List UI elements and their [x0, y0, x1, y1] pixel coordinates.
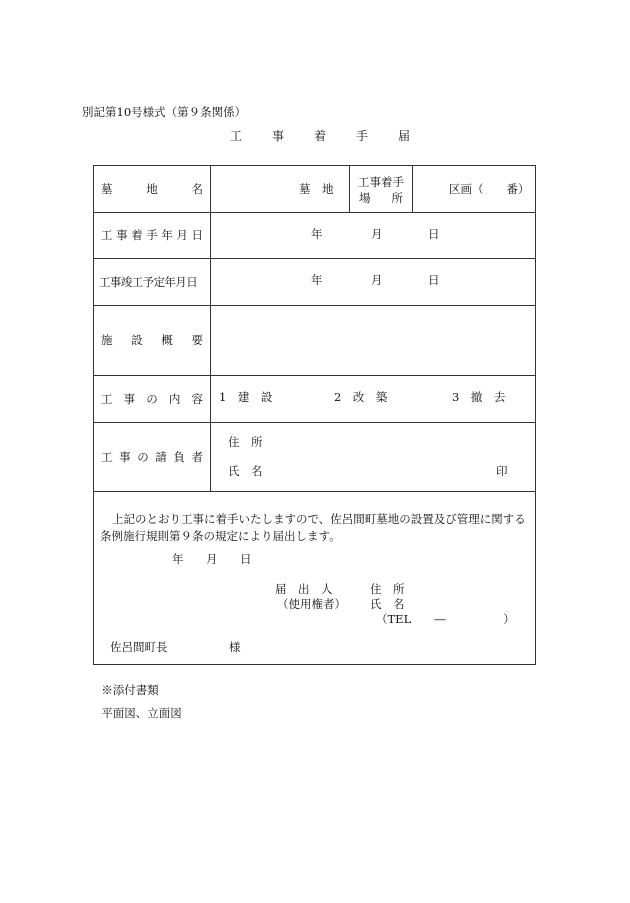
section-number-field[interactable]: [449, 166, 530, 212]
option-removal[interactable]: 3 撤 去: [452, 390, 506, 404]
submission-year: 年: [172, 552, 184, 566]
seal-mark: 印: [496, 464, 508, 478]
cemetery-name-label: [101, 166, 203, 212]
date-year: 年: [311, 273, 323, 287]
label-char: 概: [161, 333, 173, 347]
label-char: 日: [191, 228, 203, 242]
title-char: 事: [271, 129, 284, 143]
applicant-address-label: 住 所: [370, 582, 405, 596]
label-char: 事: [123, 391, 136, 406]
label-char: の: [146, 391, 158, 406]
attachments-note: [94, 673, 182, 719]
completion-date-field[interactable]: [211, 258, 537, 305]
applicant-label: 届 出 人: [275, 582, 333, 596]
label-char: 事: [119, 449, 131, 464]
submission-month: 月: [206, 552, 218, 566]
title-char: 着: [313, 129, 326, 143]
completion-date-label-text: 工事竣工予定年月日: [99, 274, 198, 289]
attachments-value: 平面図、立面図: [101, 705, 182, 720]
label-char: 工: [101, 228, 113, 242]
contractor-field[interactable]: [211, 422, 537, 491]
label-char: 年: [161, 228, 173, 242]
label-char: 請: [155, 449, 167, 464]
label-char: 内: [168, 391, 181, 406]
label-char: 負: [173, 449, 185, 464]
label-char: 月: [176, 228, 188, 242]
label-char: 地: [146, 182, 158, 196]
declaration-text: 上記のとおり工事に着手いたしますので、佐呂間町墓地の設置及び管理に関する条例施行規則第９条の規定により届出します。: [100, 512, 526, 543]
label-char: 着: [131, 228, 143, 242]
form-id: 別記第10号様式（第９条関係）: [82, 105, 247, 119]
submission-day: 日: [240, 552, 252, 566]
form-title: [230, 130, 410, 142]
label-char: 手: [146, 228, 158, 242]
contractor-label: [101, 422, 203, 491]
date-month: 月: [371, 227, 383, 241]
date-month: 月: [371, 273, 383, 287]
work-site-label-line2: [359, 190, 403, 206]
contractor-name-label: 氏 名: [228, 464, 263, 478]
cemetery-name-field[interactable]: [299, 166, 334, 212]
label-char: 名: [191, 182, 203, 196]
attachments-label: ※添付書類: [101, 682, 159, 697]
title-char: 工: [230, 129, 243, 143]
applicant-name-label: 氏 名: [370, 597, 405, 611]
cemetery-suffix: 墓 地: [299, 182, 334, 196]
label-char: 施: [101, 333, 113, 347]
section-number-text: 区画（ 番）: [449, 182, 530, 196]
label-char: 場: [359, 191, 371, 205]
date-day: 日: [428, 273, 440, 287]
label-char: 所: [391, 191, 403, 205]
date-year: 年: [311, 227, 323, 241]
label-char: 工: [101, 449, 113, 464]
applicant-sub-label: （使用権者）: [277, 597, 346, 611]
honorific: 様: [229, 640, 241, 654]
work-content-label: [101, 375, 203, 422]
work-site-label-line1: 工事着手: [358, 175, 404, 189]
option-construction[interactable]: 1 建 設: [219, 390, 273, 404]
row-divider: [94, 491, 535, 492]
start-date-label: [101, 212, 203, 258]
label-char: 工: [101, 391, 113, 406]
facility-overview-field[interactable]: [211, 305, 537, 375]
label-char: 者: [191, 449, 203, 464]
contractor-address-label: 住 所: [228, 435, 263, 449]
title-char: 手: [355, 129, 368, 143]
title-char: 届: [397, 129, 410, 143]
label-char: の: [137, 449, 149, 464]
option-renovation[interactable]: 2 改 築: [334, 390, 388, 404]
label-char: 墓: [101, 182, 113, 196]
completion-date-label: [99, 258, 209, 305]
addressee: 佐呂間町長: [110, 640, 168, 654]
date-day: 日: [428, 227, 440, 241]
work-content-options: [211, 375, 537, 422]
work-site-label: [350, 174, 412, 206]
label-char: 事: [116, 228, 128, 242]
label-char: 要: [191, 333, 203, 347]
column-divider: [412, 166, 413, 212]
application-form-table: [93, 165, 536, 665]
start-date-field[interactable]: [211, 212, 537, 258]
facility-overview-label: [101, 305, 203, 375]
applicant-tel[interactable]: （TEL ― ）: [376, 612, 515, 626]
label-char: 容: [191, 391, 203, 406]
label-char: 設: [131, 333, 143, 347]
